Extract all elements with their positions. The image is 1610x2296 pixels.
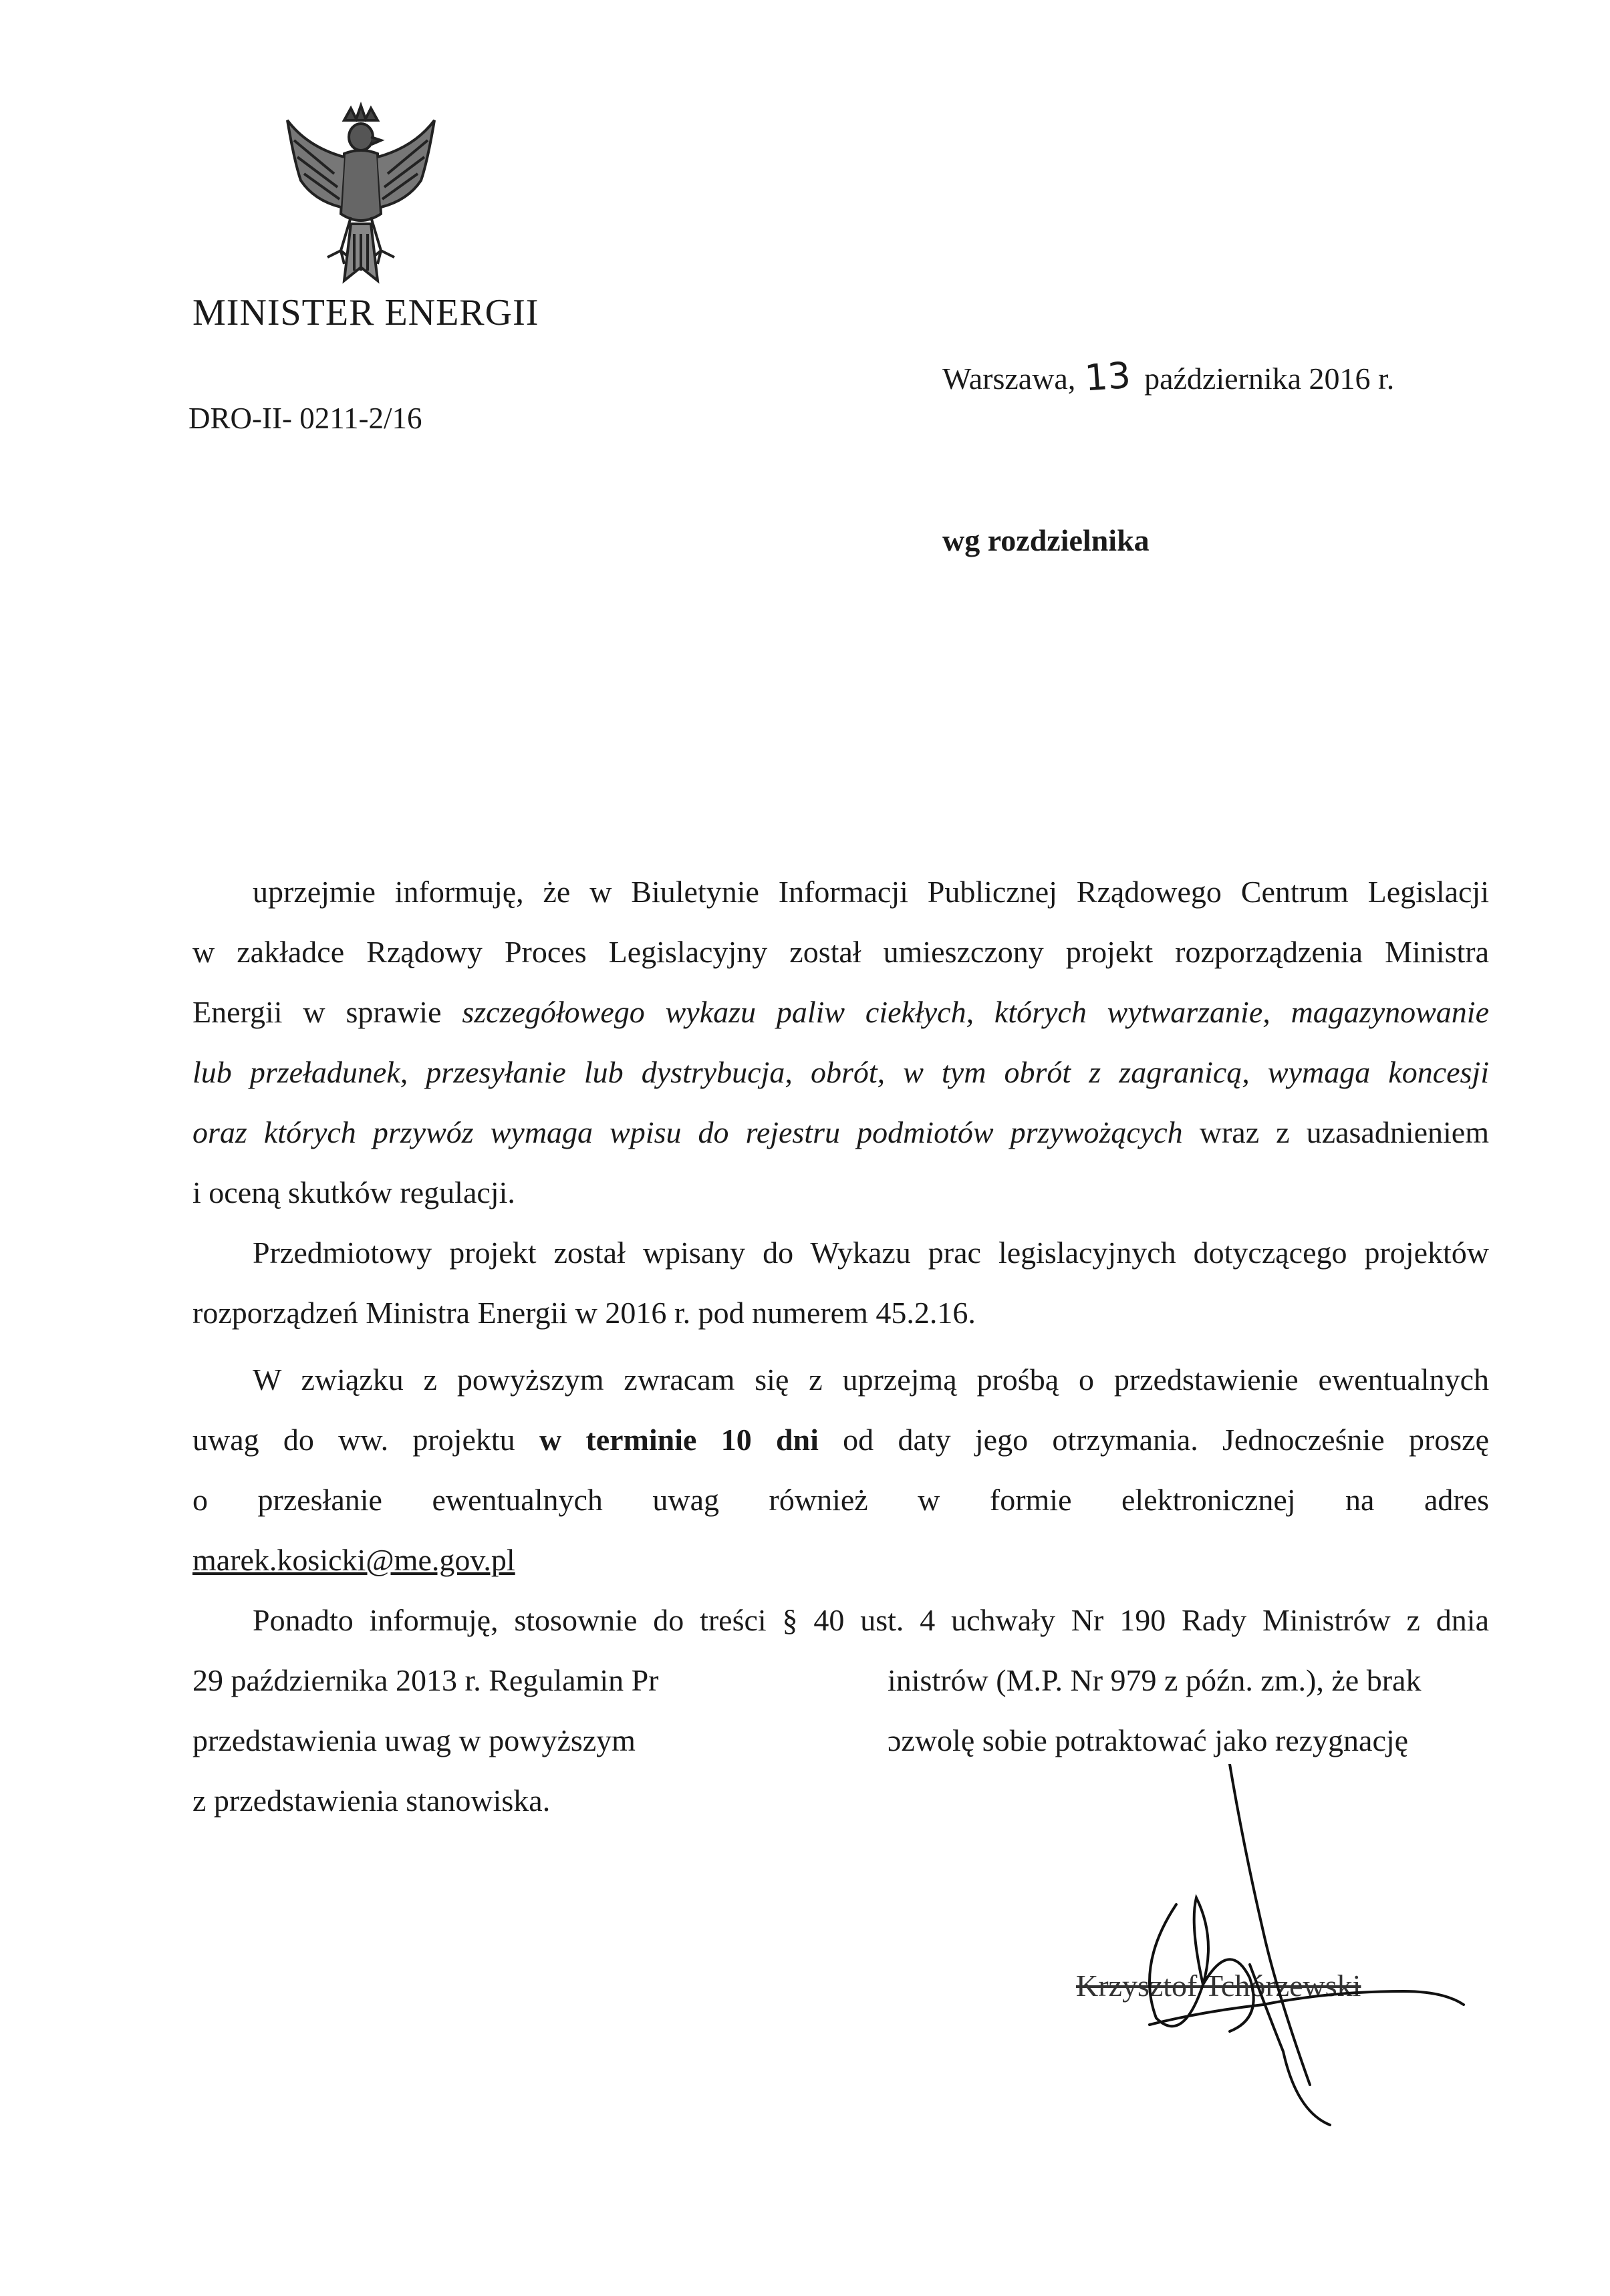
date-prefix: Warszawa, [942,362,1076,396]
email-link[interactable]: marek.kosicki@me.gov.pl [192,1543,515,1577]
text-line [192,1103,1489,1163]
text-line: z przedstawienia stanowiska. [192,1783,551,1818]
text-span: wraz z uzasadnieniem [1182,1115,1489,1149]
text-line: Przedmiotowy projekt został wpisany do Wykazu prac legislacyjnych dotyczącego projektów [253,1236,1489,1270]
handwritten-signature-icon [1029,1764,1497,2138]
text-span: inistrów (M.P. Nr 979 z późn. zm.), że brak [888,1663,1422,1697]
text-span: od daty jego otrzymania. Jednocześnie proszę [818,1423,1490,1457]
text-line: uprzejmie informuję, że w Biuletynie Informacji Publicznej Rządowego Centrum Legislacji [253,875,1489,909]
text-span: uwag do ww. projektu [192,1423,539,1457]
text-line [192,1410,1489,1470]
polish-eagle-emblem-icon [281,100,441,294]
regulation-title: lub przeładunek, przesyłanie lub dystrybucja, obrót, w tym obrót z zagranicą, wymaga koncesji [192,1055,1489,1089]
date-suffix: października 2016 r. [1144,362,1395,396]
signer-name: Krzysztof Tchórzewski [1076,1969,1361,2003]
ministry-name: MINISTER ENERGII [192,292,539,333]
date-line [942,355,1394,398]
text-span: Energii w sprawie [192,995,462,1029]
text-line: w zakładce Rządowy Proces Legislacyjny został umieszczony projekt rozporządzenia Ministra [192,935,1489,969]
deadline-emphasis: w terminie 10 dni [539,1423,819,1457]
paragraph-3 [192,1350,1489,1590]
paragraph-1 [192,862,1489,1223]
paragraph-2 [192,1223,1489,1343]
text-line: W związku z powyższym zwracam się z uprzejmą prośbą o przedstawienie ewentualnych [253,1362,1489,1397]
text-span: przedstawienia uwag w powyższym [192,1723,636,1757]
text-line [192,1651,1489,1711]
text-line [192,1530,1489,1590]
text-line: rozporządzeń Ministra Energii w 2016 r. pod numerem 45.2.16. [192,1296,976,1330]
text-line: i oceną skutków regulacji. [192,1175,515,1209]
text-span: ɔzwolę sobie potraktować jako rezygnację [888,1723,1409,1757]
text-line: o przesłanie ewentualnych uwag również w formie elektronicznej na adres [192,1483,1489,1517]
handwritten-day: 13 [1083,353,1133,400]
document-reference: DRO-II- 0211-2/16 [188,402,422,435]
text-span: 29 października 2013 r. Regulamin Pr [192,1663,659,1697]
text-line [192,1711,1489,1771]
text-line [192,982,1489,1042]
regulation-title: szczegółowego wykazu paliw ciekłych, których wytwarzanie, magazynowanie [462,995,1489,1029]
text-line: Ponadto informuję, stosownie do treści § 40 ust. 4 uchwały Nr 190 Rady Ministrów z dnia [253,1603,1489,1637]
addressee: wg rozdzielnika [942,523,1150,557]
regulation-title: oraz których przywóz wymaga wpisu do rejestru podmiotów przywożących [192,1115,1183,1149]
